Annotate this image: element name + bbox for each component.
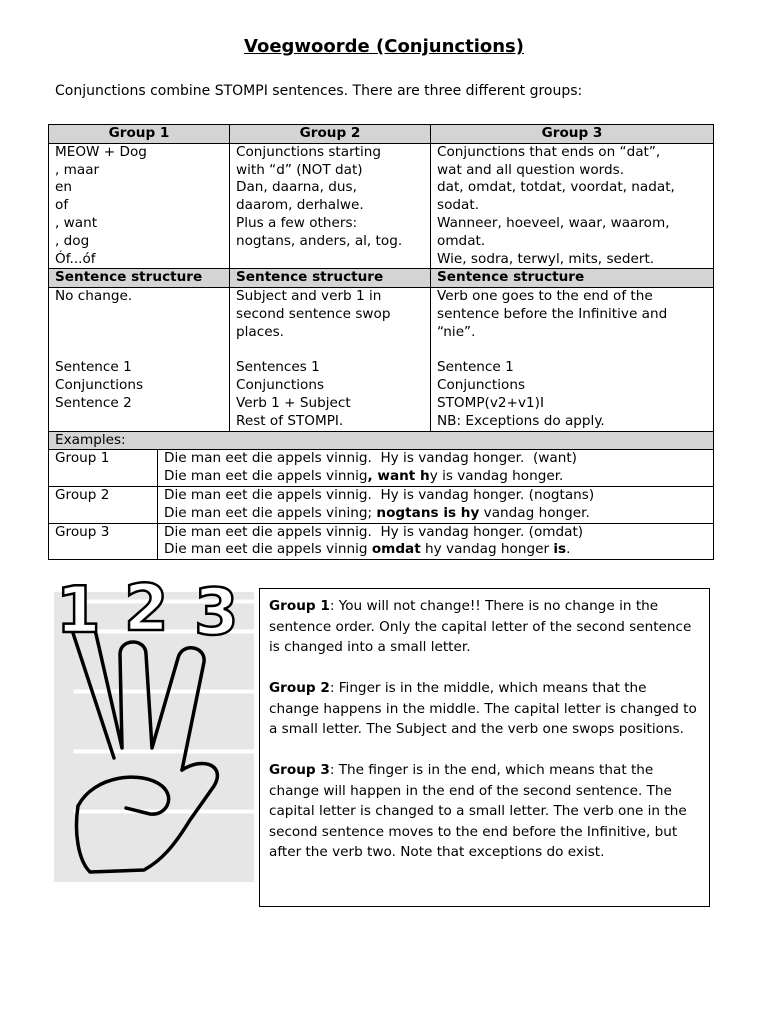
structure-header-3: Sentence structure	[431, 269, 714, 288]
groups-explanation-box	[259, 588, 710, 907]
list-item: Conjunctions that ends on “dat”,	[437, 143, 661, 160]
examples-header-row	[49, 431, 714, 450]
example-table-3	[49, 524, 713, 560]
structure-pattern: STOMP(v2+v1)I	[437, 394, 544, 411]
group-3-conjunctions	[431, 143, 714, 269]
structure-pattern: Conjunctions	[236, 377, 325, 394]
note-group-2	[269, 678, 700, 740]
structure-desc: places.	[236, 323, 284, 340]
example-cell-1	[49, 450, 714, 487]
example-row-1	[49, 450, 714, 487]
list-item: Plus a few others:	[236, 214, 358, 231]
list-item: omdat.	[437, 232, 486, 249]
example-table-2	[49, 487, 713, 523]
example-row-3	[49, 523, 714, 560]
example-cell-2	[49, 486, 714, 523]
list-item: of	[55, 197, 69, 214]
example-table-1	[49, 450, 713, 486]
structure-pattern: Sentence 2	[55, 394, 132, 411]
example-combined	[164, 505, 707, 523]
list-item: Conjunctions starting	[236, 143, 382, 160]
header-group-1: Group 1	[49, 125, 230, 144]
structure-pattern: Conjunctions	[55, 377, 144, 394]
example-label: Group 3	[49, 524, 158, 560]
examples-header: Examples:	[49, 431, 714, 450]
structure-pattern: Sentences 1	[236, 359, 320, 376]
numeral: 3	[194, 576, 239, 650]
list-item: nogtans, anders, al, tog.	[236, 232, 403, 249]
spacer	[437, 342, 707, 360]
list-item: , maar	[55, 161, 100, 178]
structure-desc: second sentence swop	[236, 305, 391, 322]
example-text	[158, 487, 714, 523]
group-2-conjunctions	[230, 143, 431, 269]
intro-text: Conjunctions combine STOMPI sentences. There are three different groups:	[55, 83, 583, 99]
numeral: 2	[124, 572, 169, 646]
list-item: dat, omdat, totdat, voordat, nadat,	[437, 179, 675, 196]
structure-desc: Verb one goes to the end of the	[437, 288, 653, 305]
example-text-part: .	[566, 541, 571, 558]
header-group-2: Group 2	[230, 125, 431, 144]
structure-pattern: Rest of STOMPI.	[236, 412, 344, 429]
example-original: Die man eet die appels vinnig. Hy is vandag honger. (nogtans)	[164, 486, 595, 503]
example-text-part: y is vandag honger.	[429, 468, 564, 485]
example-combined	[164, 468, 707, 486]
note-group-3	[269, 760, 700, 863]
list-item: with “d” (NOT dat)	[236, 161, 363, 178]
structure-pattern: Verb 1 + Subject	[236, 394, 351, 411]
structure-desc: No change.	[55, 288, 133, 305]
structure-pattern: NB: Exceptions do apply.	[437, 412, 605, 429]
example-text-part: Die man eet die appels vinnig	[164, 541, 372, 558]
list-item: MEOW + Dog	[55, 143, 147, 160]
example-row-2	[49, 486, 714, 523]
example-text-part: Die man eet die appels vinnig	[164, 468, 368, 485]
structure-header-row	[49, 269, 714, 288]
spacer	[55, 342, 223, 360]
example-conjunction: nogtans is hy	[376, 504, 480, 521]
example-combined	[164, 541, 707, 559]
note-label: Group 1	[269, 598, 330, 614]
example-original: Die man eet die appels vinnig. Hy is vandag honger. (want)	[164, 450, 577, 467]
group-1-structure	[49, 288, 230, 431]
example-label: Group 2	[49, 487, 158, 523]
page-title: Voegwoorde (Conjunctions)	[244, 36, 524, 57]
note-text: : You will not change!! There is no change in the sentence order. Only the capital letter of the second sentence is changed into a small letter.	[269, 598, 692, 655]
structure-pattern: Sentence 1	[55, 359, 132, 376]
note-text: : The finger is in the end, which means that the change will happen in the end of the second sentence. The capital letter is changed to a small letter. The verb one in the second sentence moves to the end before the Infinitive, but after the verb two. Note that exceptions do exist.	[269, 762, 687, 860]
structure-desc: “nie”.	[437, 323, 476, 340]
structure-pattern: Conjunctions	[437, 377, 526, 394]
example-conjunction: omdat	[371, 541, 421, 558]
example-cell-3	[49, 523, 714, 560]
structure-desc: sentence before the Infinitive and	[437, 305, 668, 322]
list-item: Wie, sodra, terwyl, mits, sedert.	[437, 250, 655, 267]
structure-header-2: Sentence structure	[230, 269, 431, 288]
group-3-structure	[431, 288, 714, 431]
example-verb: is	[553, 541, 567, 558]
example-text	[158, 450, 714, 486]
note-group-1	[269, 596, 700, 658]
list-item: en	[55, 179, 72, 196]
list-item: , dog	[55, 232, 90, 249]
list-item: , want	[55, 214, 98, 231]
structure-header-1: Sentence structure	[49, 269, 230, 288]
conjunctions-table	[48, 124, 714, 560]
list-item: wat and all question words.	[437, 161, 625, 178]
note-label: Group 2	[269, 680, 330, 696]
spacer	[236, 342, 424, 360]
conjunction-list-row	[49, 143, 714, 269]
example-text-part: hy vandag honger	[420, 541, 554, 558]
list-item: Óf...óf	[55, 250, 96, 267]
example-text-part: Die man eet die appels vining;	[164, 504, 377, 521]
spacer	[55, 324, 223, 342]
example-text	[158, 524, 714, 560]
list-item: daarom, derhalwe.	[236, 197, 364, 214]
example-text-part: vandag honger.	[479, 504, 590, 521]
header-group-3: Group 3	[431, 125, 714, 144]
structure-row	[49, 288, 714, 431]
three-fingers-hand-icon	[54, 570, 254, 882]
numeral: 1	[56, 574, 101, 648]
example-conjunction: , want h	[367, 468, 430, 485]
group-2-structure	[230, 288, 431, 431]
note-label: Group 3	[269, 762, 330, 778]
group-1-conjunctions	[49, 143, 230, 269]
structure-pattern: Sentence 1	[437, 359, 514, 376]
table-header-row	[49, 125, 714, 144]
example-original: Die man eet die appels vinnig. Hy is vandag honger. (omdat)	[164, 523, 584, 540]
note-text: : Finger is in the middle, which means that the change happens in the middle. The capital letter is changed to a small letter. The Subject and the verb one swops positions.	[269, 680, 697, 737]
list-item: sodat.	[437, 197, 480, 214]
list-item: Dan, daarna, dus,	[236, 179, 357, 196]
list-item: Wanneer, hoeveel, waar, waarom,	[437, 214, 670, 231]
structure-desc: Subject and verb 1 in	[236, 288, 382, 305]
spacer	[55, 306, 223, 324]
example-label: Group 1	[49, 450, 158, 486]
